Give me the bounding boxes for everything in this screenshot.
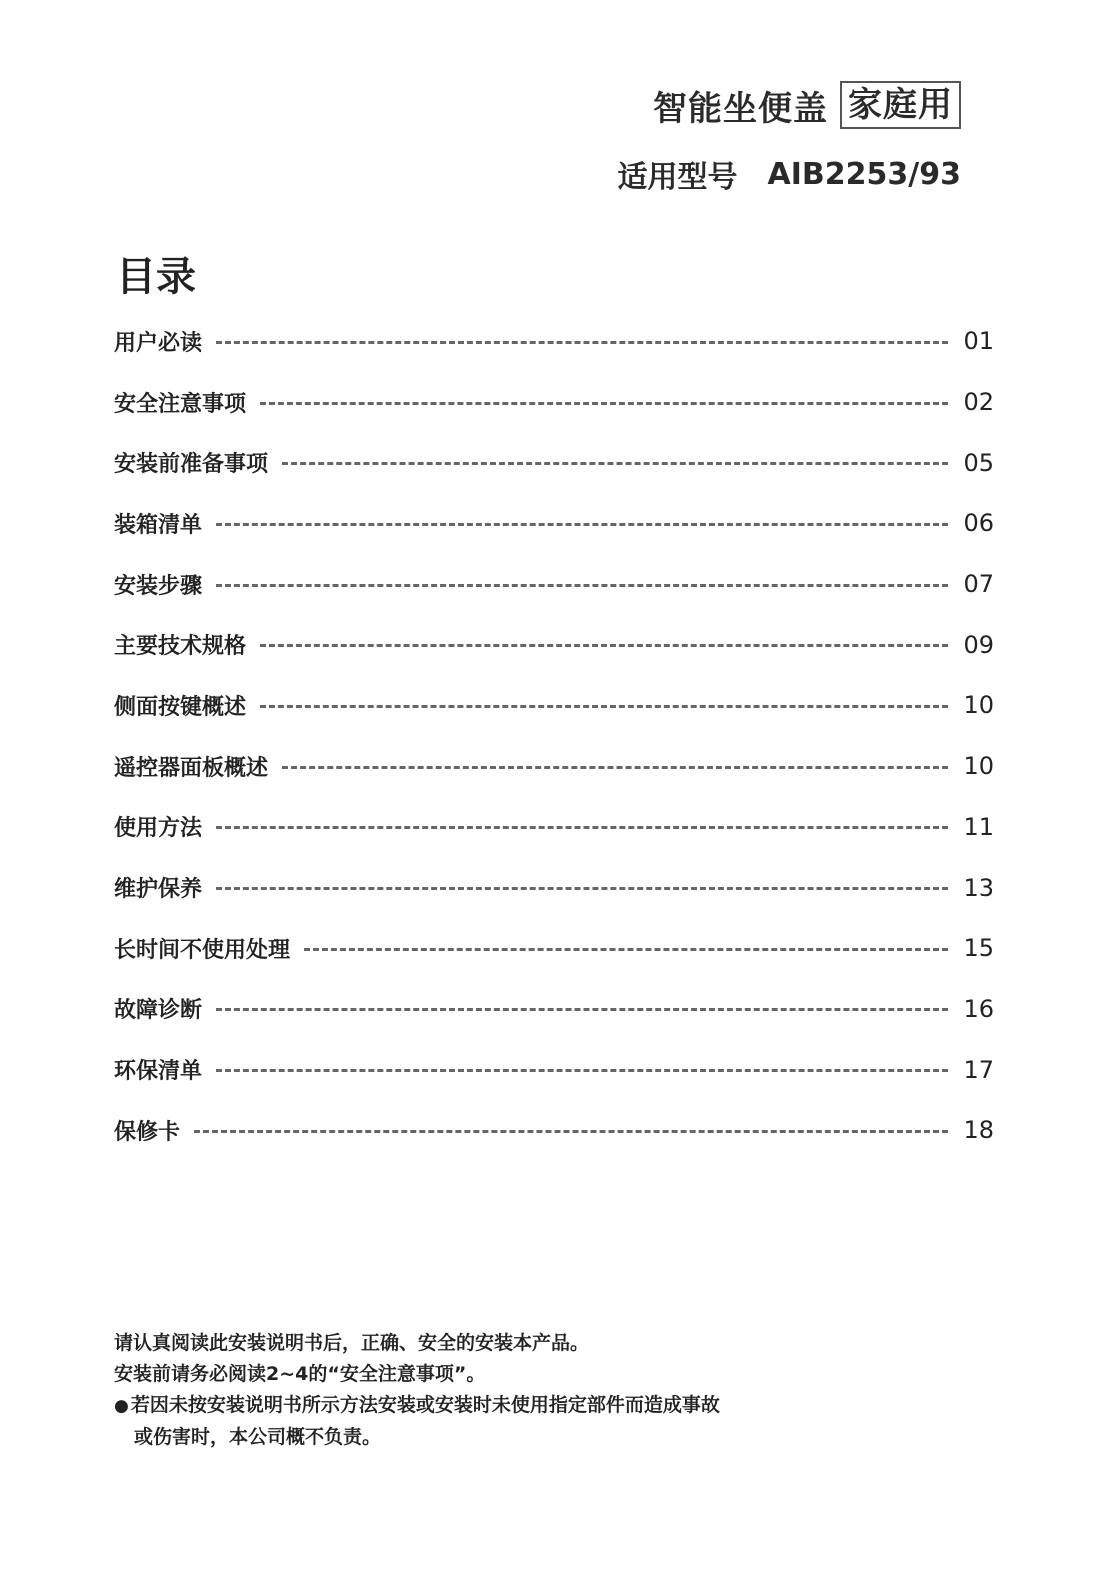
toc-item[interactable]	[114, 857, 994, 918]
toc-item[interactable]	[114, 432, 994, 493]
toc-item[interactable]	[114, 1100, 994, 1161]
toc-item-label: 安装前准备事项	[114, 452, 269, 478]
product-name: 智能坐便盖	[653, 88, 828, 129]
toc-item[interactable]	[114, 736, 994, 797]
toc-item[interactable]	[114, 918, 994, 979]
toc-item[interactable]	[114, 675, 994, 736]
notice-line: 或伤害时，本公司概不负责。	[134, 1426, 382, 1448]
model-number: AIB2253/93	[767, 156, 961, 192]
toc-item-page: 09	[963, 630, 994, 659]
toc-item-label: 使用方法	[114, 816, 203, 842]
toc-item-label: 装箱清单	[114, 512, 203, 538]
toc-item-label: 安装步骤	[114, 573, 203, 599]
dot-leader	[216, 523, 948, 526]
toc-item-page: 01	[963, 327, 994, 356]
dot-leader	[282, 766, 948, 769]
dot-leader	[304, 948, 948, 951]
toc-item-label: 保修卡	[114, 1119, 181, 1145]
toc-item-page: 13	[963, 873, 994, 902]
toc-item-page: 15	[963, 934, 994, 963]
toc-item-page: 07	[963, 570, 994, 599]
toc-item-label: 用户必读	[114, 330, 203, 356]
dot-leader	[216, 584, 948, 587]
toc-item-label: 故障诊断	[114, 998, 203, 1024]
model-line	[601, 152, 961, 196]
toc-item-page: 10	[963, 691, 994, 720]
toc-item[interactable]	[114, 614, 994, 675]
toc-item-label: 环保清单	[114, 1059, 203, 1085]
toc-item[interactable]	[114, 554, 994, 615]
dot-leader	[216, 887, 948, 890]
product-line	[601, 78, 961, 132]
toc-item-label: 安全注意事项	[114, 391, 247, 417]
toc-item-label: 遥控器面板概述	[114, 755, 269, 781]
toc-item-label: 维护保养	[114, 877, 203, 903]
model-label: 适用型号	[617, 160, 738, 195]
toc-item-label: 侧面按键概述	[114, 694, 247, 720]
bullet-icon: ●	[114, 1396, 129, 1416]
table-of-contents	[114, 311, 994, 1161]
toc-title: 目录	[116, 254, 196, 300]
toc-item-page: 17	[963, 1055, 994, 1084]
notice-warning	[114, 1390, 874, 1422]
toc-item[interactable]	[114, 797, 994, 858]
dot-leader	[260, 705, 948, 708]
dot-leader	[194, 1130, 948, 1133]
toc-item[interactable]	[114, 1039, 994, 1100]
toc-item-page: 10	[963, 752, 994, 781]
toc-item-page: 16	[963, 994, 994, 1023]
toc-item-label: 长时间不使用处理	[114, 937, 291, 963]
notice-line: 安装前请务必阅读2~4的“安全注意事项”。	[114, 1363, 486, 1385]
dot-leader	[260, 644, 948, 647]
toc-item[interactable]	[114, 372, 994, 433]
toc-item-label: 主要技术规格	[114, 634, 247, 660]
toc-item-page: 18	[963, 1116, 994, 1145]
dot-leader	[216, 1069, 948, 1072]
toc-item-page: 05	[963, 448, 994, 477]
toc-item-page: 11	[963, 812, 994, 841]
notice-line: 请认真阅读此安装说明书后，正确、安全的安装本产品。	[114, 1332, 590, 1354]
toc-item-page: 06	[963, 509, 994, 538]
notice-block	[114, 1328, 874, 1453]
dot-leader	[260, 402, 948, 405]
dot-leader	[216, 341, 948, 344]
document-header	[601, 78, 961, 196]
dot-leader	[216, 1008, 948, 1011]
notice-line: 若因未按安装说明书所示方法安装或安装时未使用指定部件而造成事故	[130, 1394, 720, 1416]
toc-item[interactable]	[114, 311, 994, 372]
toc-item-page: 02	[963, 388, 994, 417]
dot-leader	[216, 826, 948, 829]
usage-badge: 家庭用	[840, 81, 961, 129]
dot-leader	[282, 462, 948, 465]
toc-item[interactable]	[114, 493, 994, 554]
toc-item[interactable]	[114, 979, 994, 1040]
